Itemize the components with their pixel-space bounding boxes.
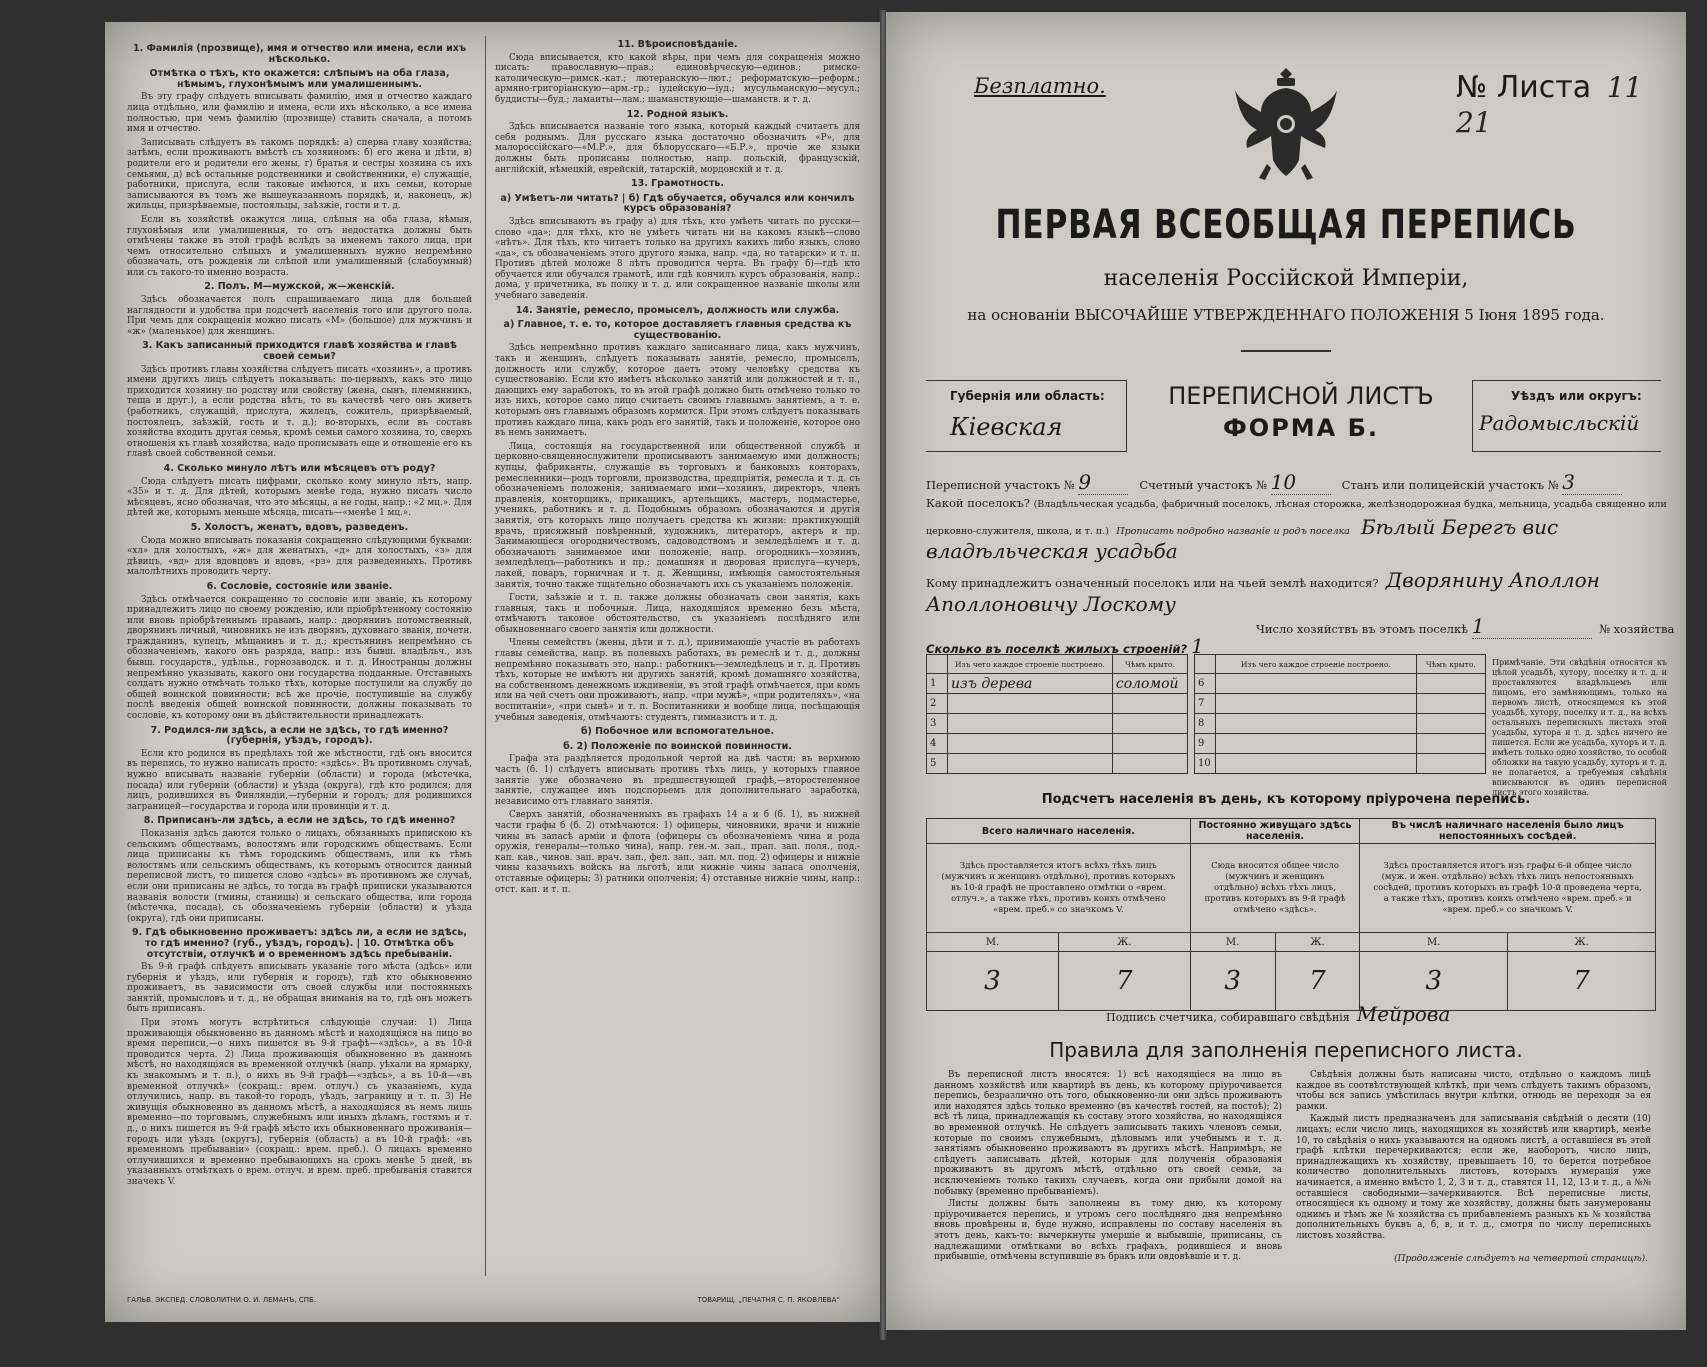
building-number: 8 [1195, 714, 1216, 734]
building-roof [1112, 694, 1187, 714]
section-heading: а) Главное, т. е. то, которое доставляетъ главныя средства къ существованію. [503, 319, 852, 341]
building-row [1195, 714, 1486, 734]
paragraph: Здѣсь непремѣнно противъ каждаго записаннаго лица, какъ мужчинъ, такъ и женщинъ, слѣдуетъ показывать занятіе, ремесло, промыселъ, должность или службу, которое даетъ этому человѣку средства къ существованію. Если кто имѣетъ нѣсколько занятій или должностей и т. п., дающихъ ему заработокъ, то въ этой графѣ должно быть отмѣчено только то изъ нихъ, которое само лицо считаетъ своимъ главнымъ занятіемъ, а т. е. которымъ онъ главнымъ образомъ кормится. При этомъ слѣдуетъ показывать противъ каждаго лица, какъ родъ его занятій, такъ и положеніе, которое оно въ немъ занимаетъ. [495, 343, 860, 439]
building-material [1216, 754, 1417, 774]
sheet-number-value: 11 21 [1456, 71, 1643, 139]
buildings-table-right [1194, 654, 1486, 774]
paragraph: Сверхъ занятій, обозначенныхъ въ графахъ 14 а и б (б. 1), въ нижней части графы б (б. 2) отмѣчаются: 1) офицеры, чиновники, врачи и нижніе чины въ запасѣ арміи и флота (офицеры съ обозначеніемъ чина и рода оружія, генералы—только чина), напр. ген.-м. зап., прап. зап. поля., под.-кап. кав., чинов. зап. врач. зап., фел. зап., зап. мл. под. 2) офицеры и нижніе чины казачьихъ войскъ на льготѣ, или нижніе чины запаса ополченія, отставные офицеры; 3) ратники ополченія; 4) отставные нижніе чины, напр.: отст. кап. и т. п. [495, 810, 860, 895]
building-row [1195, 674, 1486, 694]
section-heading: б. 2) Положеніе по воинской повинности. [563, 740, 792, 752]
pop-value-present-zh: 7 [1058, 952, 1190, 1011]
building-roof [1112, 734, 1187, 754]
paragraph: Если кто родился въ предѣлахъ той же мѣстности, гдѣ онъ вносится въ перепись, то нужно написать просто: «здѣсь». Въ противномъ случаѣ, нужно вписывать названіе губерніи (области) и города (мѣстечка, посада) или губерніи (области) и уѣзда (округа), гдѣ кто родился; для лицъ, родившихся въ Финляндіи,—губерніи и городъ; для родившихся заграницей—государства и города или провинціи и т. д. [127, 748, 472, 812]
building-number: 3 [927, 714, 948, 734]
buildings-material-head-2: Изъ чего каждое строеніе построено. [1216, 655, 1417, 674]
settlement-hint-2: церковно-служителя, школа, и т. п.) [926, 526, 1109, 537]
building-row [927, 694, 1188, 714]
pop-desc-permanent: Сюда вносится общее число (мужчинъ и женщинъ отдѣльно) всѣхъ тѣхъ лицъ, противъ которыхъ въ 9-й графѣ отмѣчено «здѣсь». [1190, 844, 1360, 933]
section-heading: 11. Вѣроисповѣданіе. [617, 39, 738, 50]
column-divider [485, 36, 486, 1276]
province-box [926, 380, 1127, 452]
pop-desc-present: Здѣсь проставляется итогъ всѣхъ тѣхъ лицъ (мужчинъ и женщинъ отдѣльно), противъ которыхъ въ 10-й графѣ не проставлено отмѣтки о «врем. отлуч.», а также тѣхъ, противъ коихъ отмѣчено «врем. преб.» со значкомъ V. [927, 844, 1191, 933]
buildings-num-head-2 [1195, 655, 1216, 674]
census-subtitle: населенія Россійской Имперіи, [1103, 266, 1469, 291]
building-roof [1416, 734, 1485, 754]
paragraph: Въ эту графу слѣдуетъ вписывать фамилію, имя и отчество каждаго лица отдѣльно, или фамилію и имена, если ихъ нѣсколько, а все имена полностью, при чемъ фамилію (прозвище) ставить сначала, а потомъ имя и отчество. [127, 92, 472, 135]
rules-paragraph: Листы должны быть заполнены въ тому дню, къ которому пріурочивается перепись, и утромъ сего послѣдняго дня непремѣнно вновь провѣрены и, буде нужно, исправлены по составу населенія въ этотъ день, какъ-то: вычеркнуты умершіе и выбывшіе, приписаны, съ надлежащими отмѣтками во всѣхъ графахъ, родившіеся и вновь прибывшіе, отмѣчены вступившіе въ бракъ или овдовѣвшіе и т. д. [934, 1199, 1282, 1263]
building-material [948, 714, 1113, 734]
census-section-label: Переписной участокъ № [926, 478, 1075, 492]
owner-value-2: Аполлоновичу Лоскому [926, 592, 1176, 616]
count-section-label: Счетный участокъ № [1139, 478, 1268, 492]
paragraph: Записывать слѣдуетъ въ такомъ порядкѣ: а) сперва главу хозяйства; затѣмъ, если проживаютъ вмѣстѣ съ хозяиномъ: б) его жена и дѣти, в) родители его и родители его жены, г) братья и сестры хозяина съ ихъ семьями, д) всѣ остальные родственники и свойственники, е) служащіе, работники, прислуга, если таковые имѣются, и ихъ семьи, которые записываются въ томъ же вышеуказанномъ порядкѣ, и, наконецъ, ж) жильцы, призрѣваемые, постояльцы, заѣзжіе, гости и т. д. [127, 137, 472, 212]
paragraph: Здѣсь противъ главы хозяйства слѣдуетъ писать «хозяинъ», а противъ имени другихъ лицъ слѣдуетъ показывать: по-первыхъ, какъ это лицо приходится хозяину по родству или свойству (жена, сынъ, племянникъ, теща и друг.), а если родства нѣтъ, то въ качествѣ чего онъ живетъ (работникъ, служащій, прислуга, жилецъ, сожитель, призрѣваемый, постоялецъ, заѣзжій, гость и т. д.); во-вторыхъ, если въ составъ хозяйства входить другая семья, кромѣ семьи самого хозяина, то, сверхъ отношенія къ главѣ хозяйства, надо прописывать еще и отношеніе его къ главѣ своей собственной семьи. [127, 364, 472, 460]
owner-row-2 [926, 592, 1666, 616]
form-subtitle: ФОРМА Б. [1222, 414, 1379, 442]
owner-row [926, 568, 1666, 592]
households-label: Число хозяйствъ въ этомъ поселкѣ [1256, 622, 1469, 636]
paragraph: Лица, состоящія на государственной или общественной службѣ и церковно-священнослужители прописываютъ занимаемую ими должность; купцы, фабриканты, служащіе въ торговыхъ и банковыхъ конторахъ, ремесленники—родъ торговли, производства, предпріятія, ремесла и т. д. съ обозначеніемъ положенія, занимаемаго ими—хозяинъ, директоръ, членъ правленія, конторщикъ, прикащикъ, артельщикъ, мастеръ, подмастерье, ученикъ, работникъ и т. д. Подобнымъ образомъ обозначаются и другія занятія, отъ которыхъ лицо получаетъ средства къ жизни: практикующій врачъ, присяжный повѣренный, художникъ, литераторъ, актеръ и пр. Занимающіеся огородничествомъ, садоводствомъ и земледѣліемъ и т. д. обозначаютъ занимаемое ими положеніе, напр. огородникъ—хозяинъ, земледѣлецъ—работникъ и пр.; домашняя и дворовая прислуга—кучеръ, лакей, поваръ, горничная и т. д. Женщины, имѣющія самостоятельныя занятія, точно также тщательно обозначаютъ ихъ съ указаніемъ положенія. [495, 441, 860, 590]
paragraph: Сюда можно вписывать показанія сокращенно слѣдующими буквами: «хл» для холостыхъ, «ж» для женатыхъ, «д» для холостыхъ, «з» для дѣвицъ, «вд» для вдовцовъ и вдовъ, «рз» для разведенныхъ. Противъ малолѣтнихъ проводить черту. [127, 535, 472, 578]
settlement-hint-3: Прописать подробно названіе и родъ поселка [1116, 526, 1350, 537]
building-roof [1416, 714, 1485, 734]
buildings-note: Примѣчаніе. Эти свѣдѣнія относятся къ цѣлой усадьбѣ, хутору, поселку и т. д. и проставляются владѣльцемъ или лицомъ, его замѣняющимъ, только на первомъ листѣ, относящемся къ этой усадьбѣ, хутору, поселку и т. д., на всѣхъ остальныхъ переписныхъ листахъ этой усадьбы, хутора и т. д. здѣсь ничего не пишется. Если же усадьба, хуторъ и т. д. имѣетъ только одно хозяйство, то особой обложки на такую усадьбу, хуторъ и т. д. не полагается, а требуемыя свѣдѣнія вписываются въ одинъ переписной листъ этого хозяйства. [1492, 658, 1667, 797]
section-heading: 9. Гдѣ обыкновенно проживаетъ: здѣсь ли, а если не здѣсь, то гдѣ именно? (губ., уѣздъ, городъ). | 10. Отмѣтка объ отсутствіи, отлучкѣ и о временномъ здѣсь пребываніи. [132, 927, 467, 960]
building-number: 2 [927, 694, 948, 714]
pop-head-permanent: Постоянно живущаго здѣсь населенія. [1190, 819, 1360, 844]
building-number: 10 [1195, 754, 1216, 774]
section-heading: 2. Полъ. М—мужской, ж—женскій. [204, 281, 395, 293]
pop-value-temporary-zh: 7 [1508, 952, 1656, 1011]
district-box [1472, 380, 1661, 452]
pop-m-2: М. [1190, 933, 1275, 952]
paragraph: Графа эта раздѣляется продольной чертой на двѣ части; въ верхнюю часть (б. 1) слѣдуетъ вписывать противъ тѣхъ лицъ, у которыхъ главное занятіе уже обозначено въ предшествующей графѣ,—второстепенное занятіе, служащее имъ подспорьемъ для дополнительнаго заработка, независимо отъ главнаго занятія. [495, 754, 860, 807]
pop-head-temporary: Въ числѣ наличнаго населенія было лицъ непостоянныхъ сосѣдей. [1360, 819, 1656, 844]
settlement-row-2 [926, 515, 1666, 539]
owner-value-1: Дворянину Аполлон [1385, 568, 1600, 592]
section-heading: 14. Занятіе, ремесло, промыселъ, должность или служба. [515, 304, 840, 316]
paragraph: Сюда слѣдуетъ писать цифрами, сколько кому минуло лѣтъ, напр. «35» и т. д. Для дѣтей, которымъ менѣе года, нужно писать число мѣсяцевъ, ясно обозначая, что это мѣсяцы, а не годы, напр.: «2 мц.». Для дѣтей же, которымъ меньше мѣсяца, писать—«менѣе 1 мц.». [127, 476, 472, 519]
count-section-value: 10 [1271, 470, 1331, 495]
building-roof [1416, 754, 1485, 774]
printer-footer-right: ТОВАРИЩ. „ПЕЧАТНЯ С. П. ЯКОВЛЕВА“ [697, 1296, 840, 1304]
building-material [948, 734, 1113, 754]
settlement-value-2: владѣльческая усадьба [926, 539, 1178, 563]
paragraph: Сюда вписывается, кто какой вѣры, при чемъ для сокращенія можно писать: православную—прав.; единовѣрческую—единов.; римско-католическую—римск.-кат.; лютеранскую—лют.; реформатскую—реформ.; армяно-григоріанскую—арм.-гр.; іудейскую—іуд.; мусульманскую—мусул.; буддисты—буд.; ламаиты—лам.; шаманствующіе—шаманств. и т. д. [495, 52, 860, 105]
building-number: 7 [1195, 694, 1216, 714]
settlement-hint: (Владѣльческая усадьба, фабричный поселокъ, лѣсная сторожка, желѣзнодорожная будка, мельница, усадьба священно или [1033, 499, 1667, 510]
paragraph: Здѣсь вписывается названіе того языка, который каждый считаетъ для себя роднымъ. Для русскаго языка достаточно обозначить «Р», для малороссійскаго—«М.Р.», для бѣлорусскаго—«Б.Р.», прочіе же языки должны быть прописаны полностью, напр. польскій, французскій, англійскій, нѣмецкій, еврейскій, татарскій, мордовскій и т. д. [495, 122, 860, 175]
continuation-note: (Продолженіе слѣдуетъ на четвертой страницѣ). [1394, 1254, 1648, 1264]
building-row [1195, 734, 1486, 754]
building-number: 9 [1195, 734, 1216, 754]
census-section-value: 9 [1078, 470, 1128, 495]
pop-head-present: Всего наличнаго населенія. [927, 819, 1191, 844]
section-heading: 4. Сколько минуло лѣтъ или мѣсяцевъ отъ роду? [163, 462, 436, 474]
section-heading: 8. Приписанъ-ли здѣсь, а если не здѣсь, то гдѣ именно? [143, 815, 456, 827]
building-material [1216, 694, 1417, 714]
paragraph: Здѣсь отмѣчается сокращенно то сословіе или званіе, къ которому принадлежитъ лицо по своему рожденію, или пріобрѣтенному состоянію или вновь пріобрѣтеннымъ правамъ, напр.: дворянинъ потомственный, дворянинъ личный, чиновникъ не изъ дворянъ, духовнаго званія, почетн. гражданинъ, купецъ, мѣщанинъ и т. д.; крестьянинъ непремѣнно съ обозначеніемъ, какого онъ разряда, напр.: изъ бывш. владѣльч., изъ бывш. государств., удѣльн., горнозаводск. и т. д. Иностранцы должны непремѣнно указывать, какого они государства подданные. Отставныхъ солдатъ нужно отмѣчать только тѣхъ, которые поступили на службу до общей воинской повинности; всѣ же прочіе, поступившіе на службу послѣ введенія общей воинской повинности, должны показывать то сословіе, къ которому они въ дѣйствительности принадлежатъ. [127, 594, 472, 722]
building-material [948, 754, 1113, 774]
section-heading: 3. Какъ записанный приходится главѣ хозяйства и главѣ своей семьи? [142, 340, 457, 363]
buildings-value: 1 [1191, 634, 1204, 658]
pop-value-present-m: 3 [927, 952, 1059, 1011]
pop-zh-2: Ж. [1275, 933, 1360, 952]
building-material [1216, 714, 1417, 734]
instructions-column-2 [495, 36, 860, 898]
sheet-number-label: № Листа [1456, 70, 1592, 105]
sheet-number [1456, 70, 1686, 140]
free-of-charge-label: Безплатно. [974, 74, 1106, 98]
form-title-block [1136, 380, 1466, 444]
settlement-row-3 [926, 539, 1666, 563]
section-heading: 5. Холостъ, женатъ, вдовъ, разведенъ. [190, 521, 409, 533]
pop-zh-1: Ж. [1058, 933, 1190, 952]
paragraph: Въ 9-й графѣ слѣдуетъ вписывать указаніе того мѣста (здѣсь» или губернія и уѣздъ, или губернія и городъ), гдѣ кто обыкновенно проживаетъ, въ зависимости отъ своей службы или постоянныхъ занятій, промысловъ и т. д., не обращая вниманія на то, гдѣ онъ можетъ быть приписанъ. [127, 962, 472, 1015]
buildings-roof-head: Чѣмъ крыто. [1112, 655, 1187, 674]
household-number-label: № хозяйства [1599, 622, 1675, 636]
building-roof [1416, 694, 1485, 714]
form-title: ПЕРЕПИСНОЙ ЛИСТЪ [1168, 382, 1434, 410]
pop-value-permanent-m: 3 [1190, 952, 1275, 1011]
building-row [1195, 754, 1486, 774]
police-district-label: Станъ или полицейскій участокъ № [1341, 478, 1559, 492]
rules-column-1 [934, 1070, 1282, 1265]
building-material [1216, 734, 1417, 754]
paragraph: Здѣсь вписываютъ въ графу а) для тѣхъ, кто умѣетъ читать по русски—слово «да»; для тѣхъ, кто не умѣетъ читать ни на какомъ языкѣ—слово «нѣтъ». Для тѣхъ, кто читаетъ только на другихъ какихъ либо языкъ, слово «да», съ обозначеніемъ этого другого языка, напр. «да, но татарски» и т. п. Противъ дѣтей моложе 8 лѣтъ проводится черта. Въ графу б)—гдѣ кто обучается или обучался грамотѣ, или гдѣ кончилъ курсъ образованія, напр.: дома, у причетника, въ полку и т. д. или сокращенное названіе школы или учебнаго заведенія. [495, 216, 860, 302]
building-row [1195, 694, 1486, 714]
section-heading: а) Умѣетъ-ли читать? | б) Гдѣ обучается, обучался или кончилъ курсъ образованія? [500, 192, 855, 215]
rules-title: Правила для заполненія переписного листа. [1049, 1038, 1523, 1062]
buildings-num-head [927, 655, 948, 674]
paragraph: Здѣсь обозначается полъ спрашиваемаго лица для большей наглядности и удобства при подсчетѣ населенія того или другого пола. При чемъ для сокращенія можно писать «М» (большое) для мужчинъ и «ж» (маленькое) для женщинъ. [127, 295, 472, 337]
rules-paragraph: Каждый листъ предназначенъ для записыванія свѣдѣній о десяти (10) лицахъ; если число лицъ, находящихся въ хозяйствѣ или квартирѣ, менѣе 10, то свѣдѣнія о нихъ указываются на одномъ листѣ, а оставшіеся въ этой графѣ клѣтки перечеркиваются; если же, наоборотъ, число лицъ, принадлежащихъ къ хозяйству, превышаетъ 10, то берется потребное количество дополнительныхъ листовъ, которыхъ нумерація уже начинается, а именно вмѣсто 1, 2, 3 и т. д., ставятся 11, 12, 13 и т. д., а №№ оставшіеся свободными—зачеркиваются. Всѣ переписные листы, относящіеся къ одному и тому же хозяйству, должны быть занумерованы однимъ и тѣмъ же № хозяйства съ прибавленіемъ разныхъ къ № хозяйства дополнительныхъ буквъ а, б, в, и т. д., смотря по числу переписныхъ листовъ хозяйства. [1296, 1114, 1651, 1241]
imperial-eagle-icon [1231, 60, 1341, 190]
buildings-label: Сколько въ поселкѣ жилыхъ строеній? [926, 642, 1188, 656]
pop-m-1: М. [927, 933, 1059, 952]
building-material: изъ дерева [948, 674, 1113, 694]
police-district-value: 3 [1562, 470, 1622, 495]
building-roof [1112, 714, 1187, 734]
rules-paragraph: Свѣдѣнія должны быть написаны чисто, отдѣльно о каждомъ лицѣ каждое въ соотвѣтствующей клѣткѣ, при чемъ слѣдуетъ такимъ образомъ, чтобы вся запись умѣстилась внутри клѣтки, отнюдь не переходя за ея рамки. [1296, 1070, 1651, 1112]
signature-label: Подпись счетчика, собиравшаго свѣдѣнія [1106, 1011, 1350, 1024]
building-number: 5 [927, 754, 948, 774]
census-basis: на основаніи ВЫСОЧАЙШЕ УТВЕРЖДЕННАГО ПОЛОЖЕНІЯ 5 Іюня 1895 года. [967, 306, 1605, 324]
section-heading: 6. Сословіе, состояніе или званіе. [206, 580, 393, 592]
district-value: Радомысльскій [1479, 411, 1640, 435]
households-value: 1 [1472, 614, 1592, 639]
instructions-column-1 [127, 40, 472, 1191]
paragraph: Члены семействъ (жены, дѣти и т. д.), принимающіе участіе въ работахъ главы семейства, напр. въ полевыхъ работахъ, въ ремеслѣ и т. д., должны непремѣнно показывать это, напр.: работникъ—земледѣлецъ и т. д. Противъ тѣхъ, которые не имѣютъ ни другихъ занятій, кромѣ домашняго хозяйства, на собственномъ денежномъ иждивеніи, въ этой графѣ отмѣчается, при комъ или на чей счетъ они проживаютъ, напр. «при мужѣ», «при родителяхъ», «на воспитаніи», «при сынѣ» и т. п. Воспитанники и вообще лица, посѣщающія учебныя заведенія, отмѣчаютъ: студентъ, гимназистъ и т. д. [495, 638, 860, 723]
printer-footer-left: ГАЛЬВ. ЭКСПЕД. СЛОВОЛИТНИ О. И. ЛЕМАНЪ, СПБ. [127, 1296, 317, 1304]
buildings-material-head: Изъ чего каждое строеніе построено. [948, 655, 1113, 674]
pop-desc-temporary: Здѣсь проставляется итогъ изъ графы 6-й общее число (муж. и жен. отдѣльно) всѣхъ тѣхъ лицъ непостоянныхъ сосѣдей, противъ которыхъ въ графѣ 10-й проведена черта, а также тѣхъ, противъ коихъ отмѣчено «врем. преб.» и «врем. преб.» со значкомъ V. [1360, 844, 1656, 933]
building-number: 1 [927, 674, 948, 694]
building-roof [1416, 674, 1485, 694]
building-row [927, 674, 1188, 694]
title-rule [1241, 350, 1331, 352]
paragraph: При этомъ могутъ встрѣтиться слѣдующіе случаи: 1) Лица проживающія обыкновенно въ данномъ мѣстѣ и находящіяся на лицо во время переписи,—о нихъ пишется въ 9-й графѣ—«здѣсь», а въ 10-й проводится черта. 2) Лица проживающія обыкновенно въ данномъ мѣстѣ, но находящіяся въ временной отлучкѣ (напр. уѣхали на ярмарку, къ знакомымъ и т. п.), о нихъ въ 9-й графѣ—«здѣсь», а въ 10-й—«въ временной отлучкѣ» (сокращ.: врем. отлуч.) съ указаніемъ, куда отлучились, напр. въ такой-то городъ, уѣздъ, заграницу и т. п. 3) Не живущія обыкновенно въ данномъ мѣстѣ, а находящіяся въ немъ лишь временно—по торговымъ, служебнымъ или иныхъ дѣламъ, гостямъ и т. д., о нихъ пишется въ 9-й графѣ мѣсто ихъ обыкновеннаго проживанія—городъ или уѣздъ (округъ), губернія (область) а въ 10-й графѣ: «въ временномъ пребываніи» (сокращ.: врем. преб.). О лицахъ временно отлучившихся и временно пребывающихъ на срокъ менѣе 5 дней, въ указанныхъ отмѣткахъ о врем. отлуч. и врем. преб. пребыванія ставится значекъ V. [127, 1018, 472, 1187]
rules-paragraph: Въ переписной листъ вносятся: 1) всѣ находящіеся на лицо въ данномъ хозяйствѣ или квартирѣ въ день, къ которому пріурочивается перепись, безразлично отъ того, обыкновенно-ли они здѣсь проживаютъ или находятся здѣсь только временно (въ качествѣ гостей, на постоѣ); 2) всѣ тѣ лица, принадлежащія къ составу этого хозяйства, но находящіяся во временной отлучкѣ. Не слѣдуетъ записывать такихъ членовъ семьи, которые по своимъ служебнымъ, дѣловымъ или учебнымъ и т. д. занятіямъ обыкновенно проживаютъ въ другихъ мѣстѣ. Напримѣръ, не слѣдуетъ записывать дѣтей, которыя для полученія образованія проживаютъ въ другомъ мѣстѣ, отдѣльно отъ своей семьи, за исключеніемъ только такихъ случаевъ, когда они прибыли домой на побывку (временно пребываніемъ). [934, 1070, 1282, 1197]
section-heading: 13. Грамотность. [630, 178, 725, 190]
paragraph: Если въ хозяйствѣ окажутся лица, слѣпыя на оба глаза, нѣмыя, глухонѣмыя или умалишенныя, то отъ недостатка должны быть отмѣчены также въ этой графѣ вслѣдъ за именемъ такого лица, при чемъ относительно слѣпыхъ и умалишенныхъ нужно непремѣнно обозначать, отъ рожденія ли слѣпой или умалишенный (слабоумный) или съ такого-то именно возраста. [127, 214, 472, 278]
building-material [1216, 674, 1417, 694]
settlement-label: Какой поселокъ? [926, 496, 1030, 510]
paragraph: Гости, заѣзжіе и т. п. также должны обозначать свои занятія, какъ главныя, такъ и побочныя. Лица, находящіяся временно безъ мѣста, отмѣчаютъ таковое обстоятельство, съ указаніемъ послѣдняго или обыкновеннаго своего занятія или должности. [495, 593, 860, 635]
form-header [926, 380, 1661, 450]
section-heading: 1. Фамилія (прозвище), имя и отчество или имена, если ихъ нѣсколько. [132, 43, 467, 65]
paragraph: Показанія здѣсь даются только о лицахъ, обязанныхъ припискою къ сельскимъ обществамъ, волостямъ или городскимъ обществамъ. Если лица приписаны къ тѣмъ городскимъ обществамъ, или къ тѣмъ волостямъ или сельскимъ обществамъ, къ которымъ относится данный переписной листъ, то пишется слово «здѣсь» въ противномъ же случаѣ, если они приписаны не здѣсь, то тогда въ графѣ приписки указываются названія волости (гмины, станицы) и сельскаго общества, или города (мѣстечка, посада), съ обозначеніемъ губерніи (области) и уѣзда (округа), гдѣ они приписаны. [127, 828, 472, 924]
pop-m-3: М. [1360, 933, 1508, 952]
section-heading: Отмѣтка о тѣхъ, кто окажется: слѣпымъ на оба глаза, нѣмымъ, глухонѣмымъ или умалишеннымъ. [149, 68, 450, 90]
district-label: Уѣздъ или округъ: [1511, 389, 1642, 403]
province-value: Кіевская [950, 413, 1063, 441]
section-heading: 12. Родной языкъ. [626, 108, 729, 120]
population-count-table [926, 818, 1656, 1011]
signature-value: Мейрова [1356, 1002, 1451, 1026]
buildings-table-left [926, 654, 1188, 774]
pop-value-temporary-m: 3 [1360, 952, 1508, 1011]
population-count-title: Подсчетъ населенія въ день, къ которому пріурочена перепись. [1041, 792, 1531, 807]
settlement-row [926, 496, 1666, 510]
right-page [886, 12, 1686, 1330]
building-material [948, 694, 1113, 714]
pop-zh-3: Ж. [1508, 933, 1656, 952]
rules-column-2 [1296, 1070, 1651, 1244]
enumerator-signature-row [1106, 1002, 1450, 1026]
left-page [105, 22, 880, 1322]
building-row [927, 714, 1188, 734]
census-title: ПЕРВАЯ ВСЕОБЩАЯ ПЕРЕПИСЬ [995, 202, 1577, 248]
owner-label: Кому принадлежитъ означенный поселокъ или на чьей землѣ находится? [926, 576, 1379, 590]
building-roof [1112, 754, 1187, 774]
building-row [927, 734, 1188, 754]
census-section-row [926, 470, 1666, 495]
section-heading: б) Побочное или вспомогательное. [580, 726, 775, 738]
building-roof: соломой [1112, 674, 1187, 694]
section-heading: 7. Родился-ли здѣсь, а если не здѣсь, то гдѣ именно? (губернія, уѣздъ, городъ). [150, 724, 449, 747]
pop-value-permanent-zh: 7 [1275, 952, 1360, 1011]
buildings-roof-head-2: Чѣмъ крыто. [1416, 655, 1485, 674]
building-number: 6 [1195, 674, 1216, 694]
province-label: Губернія или область: [950, 389, 1105, 403]
settlement-value-1: Бѣлый Берегъ вис [1360, 515, 1559, 539]
building-row [927, 754, 1188, 774]
building-number: 4 [927, 734, 948, 754]
